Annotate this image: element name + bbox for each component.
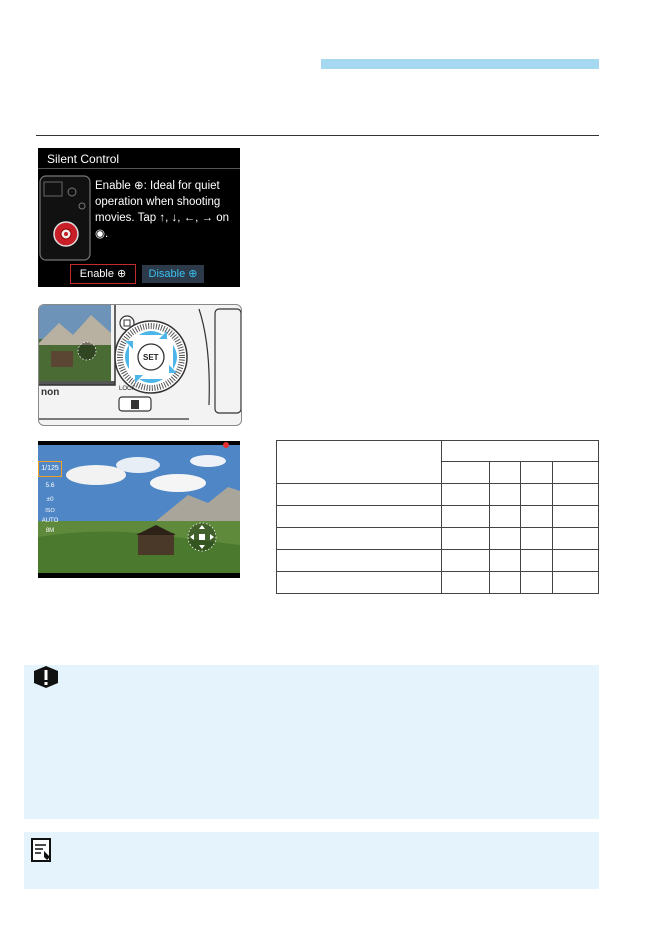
table-cell xyxy=(490,462,521,484)
table-row xyxy=(277,506,599,528)
table-cell xyxy=(442,506,490,528)
table-cell xyxy=(442,462,490,484)
table-cell xyxy=(490,550,521,572)
table-cell xyxy=(521,572,553,594)
enable-button[interactable]: Enable ⊕ xyxy=(70,264,136,284)
title-divider xyxy=(38,168,240,169)
silent-control-screen xyxy=(38,148,240,287)
disable-button[interactable]: Disable ⊕ xyxy=(142,265,204,283)
table-row xyxy=(277,550,599,572)
table-cell xyxy=(490,484,521,506)
table-cell xyxy=(553,484,599,506)
table-cell xyxy=(490,506,521,528)
section-header-bar xyxy=(321,59,599,69)
iso-label: ISO xyxy=(45,508,55,514)
table-cell xyxy=(442,528,490,550)
caution-note-box xyxy=(24,665,599,819)
exposure-comp-readout: ±0 xyxy=(46,496,54,503)
table-row xyxy=(277,441,599,462)
shutter-speed-readout: 1/125 xyxy=(38,461,62,477)
live-view-screen xyxy=(38,441,240,578)
table-cell xyxy=(553,572,599,594)
table-cell xyxy=(521,462,553,484)
memo-icon xyxy=(30,837,54,863)
table-cell xyxy=(521,528,553,550)
landscape-scene xyxy=(38,441,240,578)
table-cell xyxy=(490,572,521,594)
brand-logo-fragment: non xyxy=(41,387,60,398)
silent-control-description: Enable ⊕: Ideal for quiet operation when shooting movies. Tap ↑, ↓, ←, → on ◉. xyxy=(95,180,230,240)
table-cell xyxy=(442,441,599,462)
set-button-label: SET xyxy=(143,353,159,362)
lock-label: LOCK xyxy=(119,386,136,392)
exposure-sidebar xyxy=(38,479,62,536)
table-cell xyxy=(442,572,490,594)
camera-dial-illustration xyxy=(38,304,242,426)
camera-body-drawing xyxy=(39,305,241,425)
table-cell xyxy=(277,484,442,506)
recording-size: 8M xyxy=(45,528,55,534)
table-cell xyxy=(442,484,490,506)
table-cell xyxy=(521,484,553,506)
table-cell xyxy=(521,506,553,528)
aperture-readout: 5.6 xyxy=(45,482,55,489)
settings-table xyxy=(276,440,599,594)
table-cell xyxy=(553,528,599,550)
table-row xyxy=(277,528,599,550)
table-cell xyxy=(277,528,442,550)
camera-back-illustration xyxy=(38,170,96,262)
table-cell xyxy=(553,462,599,484)
silent-control-title: Silent Control xyxy=(47,152,120,166)
table-cell xyxy=(277,572,442,594)
table-cell xyxy=(442,550,490,572)
caution-icon xyxy=(32,665,60,689)
table-row xyxy=(277,572,599,594)
iso-value: AUTO xyxy=(41,518,59,524)
memo-note-box xyxy=(24,832,599,889)
table-cell xyxy=(521,550,553,572)
section-divider xyxy=(36,135,599,136)
table-cell xyxy=(490,528,521,550)
table-cell xyxy=(277,441,442,484)
table-cell xyxy=(277,550,442,572)
table-cell xyxy=(553,506,599,528)
table-row xyxy=(277,484,599,506)
table-cell xyxy=(553,550,599,572)
table-cell xyxy=(277,506,442,528)
